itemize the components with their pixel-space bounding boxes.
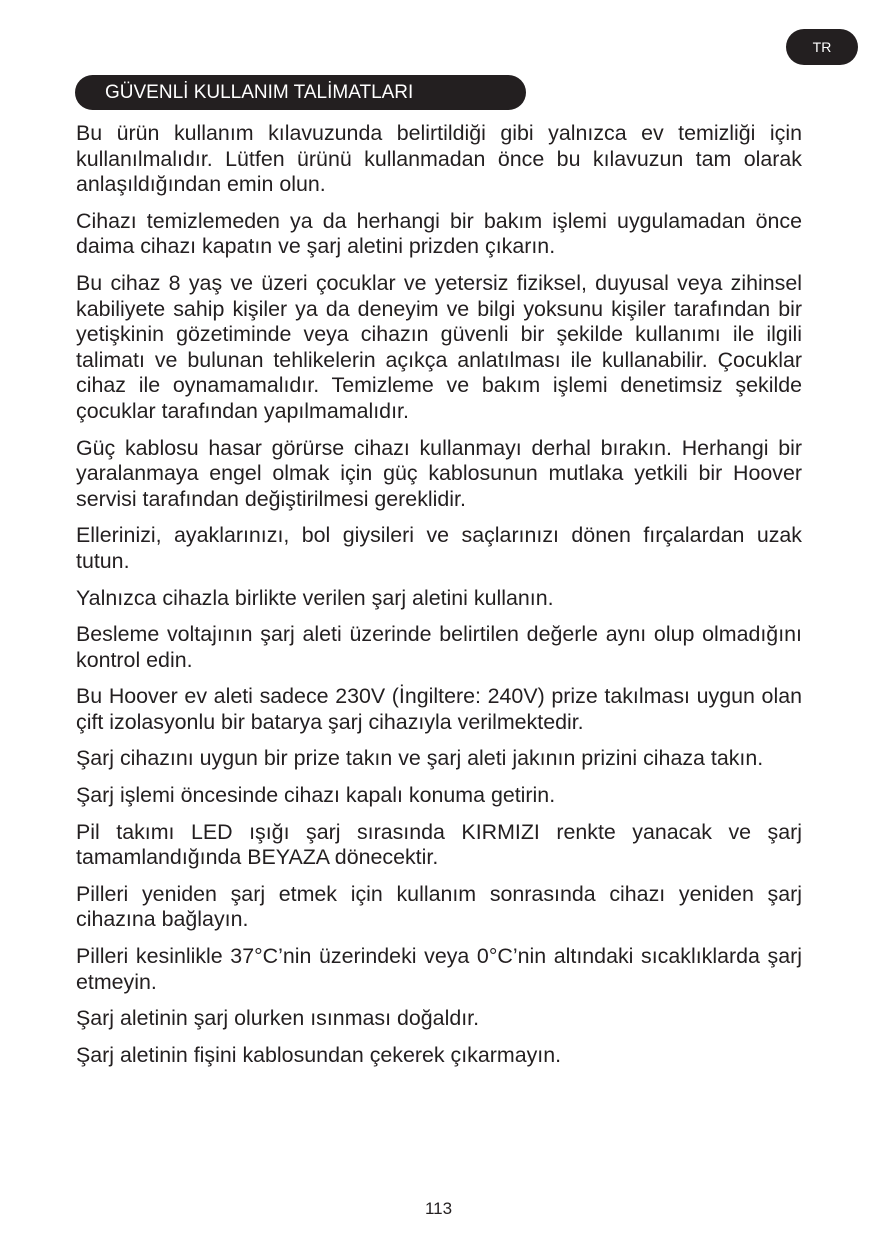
page-number: 113 <box>424 1199 453 1218</box>
paragraph: Bu cihaz 8 yaş ve üzeri çocuklar ve yetersiz fiziksel, duyusal veya zihinsel kabiliyete sahip kişiler ya da deneyim ve bilgi yoksunu kişiler tarafından bir yetişkinin gözetiminde veya cihazın güvenli bir şekilde kullanımı ile ilgili talimatı ve bulunan tehlikelerin açıkça anlatılması ile kullanabilir. Çocuklar cihaz ile oynamamalıdır. Temizleme ve bakım işlemi denetimsiz şekilde çocuklar tarafından yapılmamalıdır. <box>76 270 802 423</box>
language-badge: TR <box>786 29 858 65</box>
paragraph: Yalnızca cihazla birlikte verilen şarj aletini kullanın. <box>76 585 554 610</box>
paragraph: Şarj cihazını uygun bir prize takın ve şarj aleti jakının prizini cihaza takın. <box>76 746 764 771</box>
paragraph: Cihazı temizlemeden ya da herhangi bir bakım işlemi uygulamadan önce daima cihazı kapatın ve şarj aletini prizden çıkarın. <box>76 208 802 259</box>
section-title: GÜVENLİ KULLANIM TALİMATLARI <box>75 75 526 110</box>
paragraph: Şarj aletinin fişini kablosundan çekerek çıkarmayın. <box>76 1042 562 1067</box>
paragraph: Pilleri yeniden şarj etmek için kullanım sonrasında cihazı yeniden şarj cihazına bağlayın. <box>76 881 802 932</box>
paragraph: Şarj işlemi öncesinde cihazı kapalı konuma getirin. <box>76 783 556 808</box>
paragraph: Ellerinizi, ayaklarınızı, bol giysileri ve saçlarınızı dönen fırçalardan uzak tutun. <box>76 523 802 573</box>
paragraph: Pil takımı LED ışığı şarj sırasında KIRMIZI renkte yanacak ve şarj tamamlandığında BEYAZA dönecektir. <box>76 819 802 870</box>
paragraph: Şarj aletinin şarj olurken ısınması doğaldır. <box>76 1006 480 1031</box>
paragraph: Bu Hoover ev aleti sadece 230V (İngiltere: 240V) prize takılması uygun olan çift izolasyonlu bir batarya şarj cihazıyla verilmektedir. <box>76 684 802 734</box>
paragraph: Güç kablosu hasar görürse cihazı kullanmayı derhal bırakın. Herhangi bir yaralanmaya engel olmak için güç kablosunun mutlaka yetkili bir Hoover servisi tarafından değiştirilmesi gereklidir. <box>76 435 802 511</box>
paragraph: Pilleri kesinlikle 37°C’nin üzerindeki veya 0°C’nin altındaki sıcaklıklarda şarj etmeyin. <box>76 944 802 994</box>
safety-instructions <box>76 121 802 1079</box>
paragraph: Besleme voltajının şarj aleti üzerinde belirtilen değerle aynı olup olmadığını kontrol edin. <box>76 622 802 672</box>
paragraph: Bu ürün kullanım kılavuzunda belirtildiği gibi yalnızca ev temizliği için kullanılmalıdır. Lütfen ürünü kullanmadan önce bu kılavuzun tam olarak anlaşıldığından emin olun. <box>76 121 802 197</box>
